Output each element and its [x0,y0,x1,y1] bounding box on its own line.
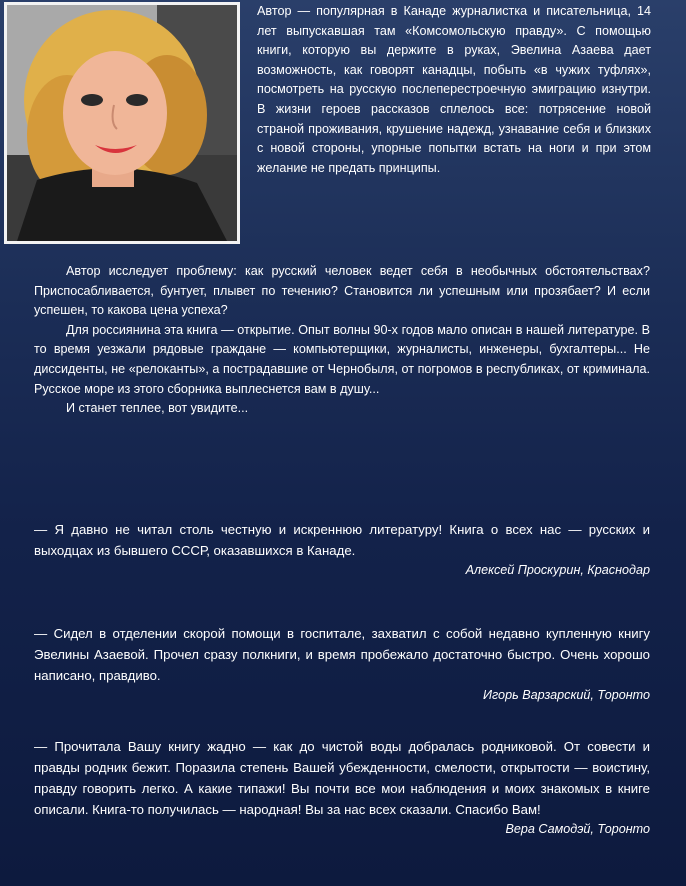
description-paragraph-1: Автор исследует проблему: как русский человек ведет себя в необычных обстоятельствах? Приспосабливается, бунтует, плывет по течению? Становится ли успешным или прозябает? И если успешен, то какова цена успеха? [34,264,650,318]
description-body [34,262,650,419]
description-paragraph-3: И станет теплее, вот увидите... [66,401,249,416]
review-author: Игорь Варзарский, Торонто [482,688,650,702]
review-text: — Прочитала Вашу книгу жадно — как до чистой воды добралась родниковой. От совести и правды родник бежит. Поразила степень Вашей убежденности, смелости, открытости — воистину, правду говорить легко. А какие типажи! Вы почти все мои наблюдения и моих знакомых в книге описали. Книга-то получилась — народная! Вы за нас всех сказали. Спасибо Вам! [34,739,650,817]
review-2 [34,623,650,705]
review-3 [34,736,650,839]
review-text: — Сидел в отделении скорой помощи в госпитале, захватил с собой недавно купленную книгу Эвелины Азаевой. Прочел сразу полкниги, и время пробежало достаточно быстро. Очень хорошо написано, правдиво. [34,626,650,683]
intro-paragraph: Автор — популярная в Канаде журналистка и писательница, 14 лет выпускавшая там «Комсомольскую правду». С помощью книги, которую вы держите в руках, Эвелина Азаева дает возможность, как говорят канадцы, побыть «в чужих туфлях», посмотреть на русскую послеперестроечную эмиграцию изнутри. В жизни героев рассказов сплелось все: потрясение новой страной проживания, крушение надежд, узнавание себя и близких с новой стороны, упорные попытки встать на ноги и при этом желание не предать принципы. [257,4,651,175]
review-1 [34,519,650,580]
review-author: Вера Самодэй, Торонто [505,822,650,836]
author-photo [4,2,240,244]
description-paragraph-2: Для россиянина эта книга — открытие. Опыт волны 90-х годов мало описан в нашей литературе. В то время уезжали рядовые граждане — компьютерщики, журналисты, инженеры, бухгалтеры... Не диссиденты, не «релоканты», а пострадавшие от Чернобыля, от погромов в республиках, от криминала. Русское море из этого сборника выплеснется вам в душу... [34,322,650,396]
author-portrait [7,5,237,241]
review-author: Алексей Проскурин, Краснодар [465,563,650,577]
author-portrait-drawing [7,5,237,241]
review-text: — Я давно не читал столь честную и искреннюю литературу! Книга о всех нас — русских и выходцах из бывшего СССР, оказавшихся в Канаде. [34,522,650,558]
